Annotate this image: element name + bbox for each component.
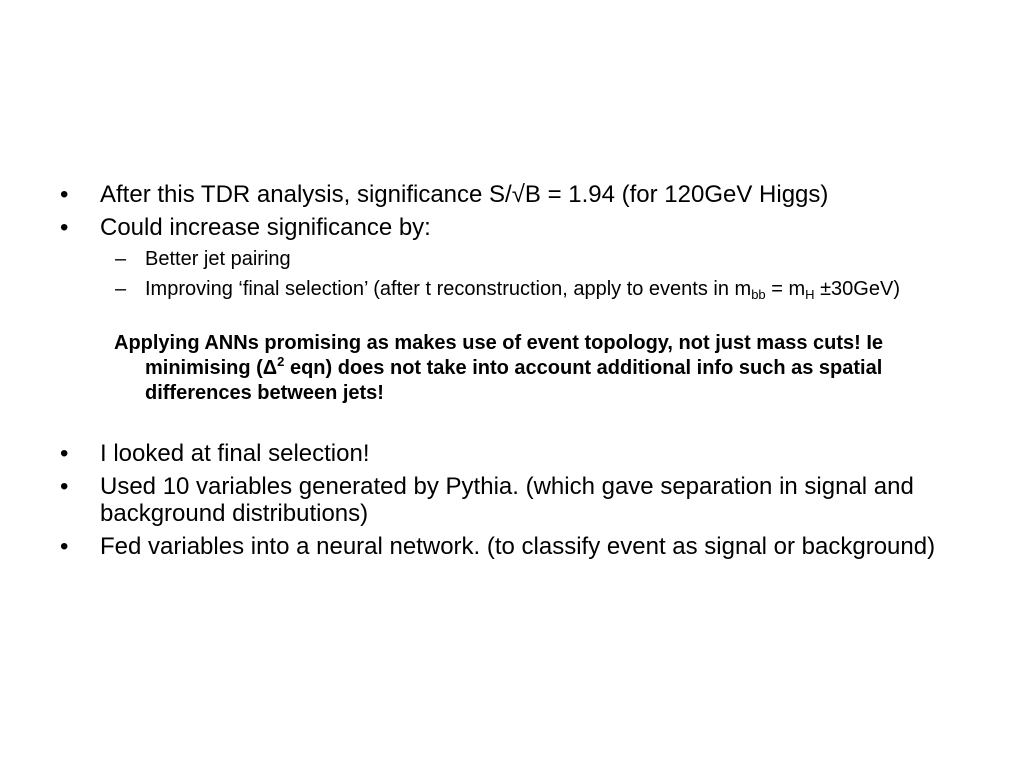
bullet-marker: • [60, 473, 69, 500]
bullet-item [60, 440, 975, 467]
bullet-item [60, 181, 975, 208]
bullet-marker: • [60, 181, 69, 208]
dash-marker: – [115, 278, 127, 300]
text-segment: = m [765, 278, 806, 300]
bullet-text: Used 10 variables generated by Pythia. (which gave separation in signal and background distributions) [100, 473, 914, 527]
sub-bullet-text: Better jet pairing [145, 248, 291, 270]
bold-note [114, 331, 965, 406]
bullet-item [60, 473, 975, 527]
bullet-item [60, 533, 975, 560]
text-segment: Improving ‘final selection’ (after t reconstruction, apply to events in m [145, 278, 752, 300]
dash-marker: – [115, 248, 127, 270]
subscript-h: H [805, 287, 815, 302]
text-segment: ±30GeV) [814, 278, 900, 300]
sub-bullet-text [145, 278, 900, 300]
note-segment: Applying ANNs promising as makes use of event topology, not just mass cuts! Ie minimising (Δ [114, 332, 884, 379]
bullet-text: After this TDR analysis, significance S/√B = 1.94 (for 120GeV Higgs) [100, 181, 829, 208]
superscript-2: 2 [277, 354, 285, 369]
bullet-marker: • [60, 214, 69, 241]
bullet-text: Could increase significance by: [100, 214, 431, 241]
sub-bullet-item [60, 277, 975, 301]
note-segment: eqn) does not take into account additional info such as spatial differences between jets! [145, 357, 883, 404]
bullet-marker: • [60, 533, 69, 560]
slide-content [60, 181, 975, 566]
sub-bullet-item [60, 247, 975, 271]
bullet-text: Fed variables into a neural network. (to classify event as signal or background) [100, 533, 936, 560]
bullet-item [60, 214, 975, 241]
bullet-marker: • [60, 440, 69, 467]
subscript-bb: bb [751, 287, 766, 302]
bullet-text: I looked at final selection! [100, 440, 370, 467]
